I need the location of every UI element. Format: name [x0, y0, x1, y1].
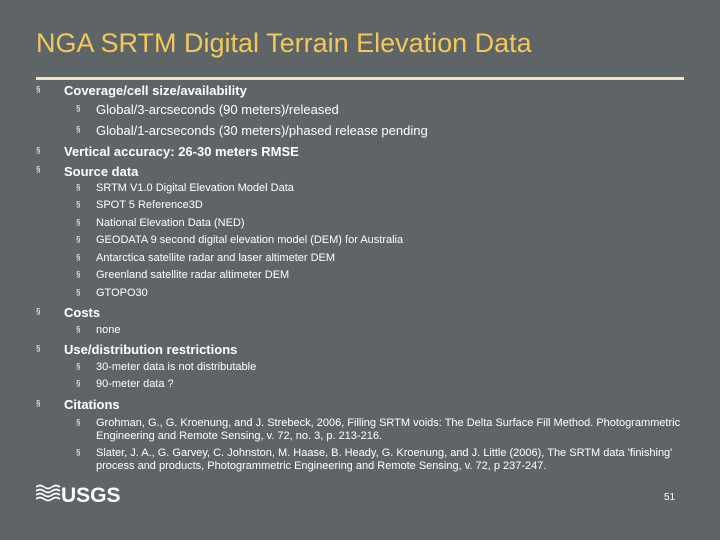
usgs-logo-text: USGS: [61, 484, 121, 504]
bullet: §: [76, 448, 81, 457]
source-item: Antarctica satellite radar and laser altimeter DEM: [96, 252, 336, 264]
bullet: §: [76, 183, 81, 192]
bullet: §: [76, 418, 81, 427]
bullet: §: [76, 253, 81, 262]
bullet: §: [76, 362, 81, 371]
source-item: GTOPO30: [96, 287, 148, 299]
bullet: §: [76, 270, 81, 279]
bullet: §: [36, 146, 41, 155]
source-item: SPOT 5 Reference3D: [96, 199, 203, 211]
usgs-logo: [36, 482, 132, 504]
costs-item: none: [96, 324, 121, 336]
source-item: Greenland satellite radar altimeter DEM: [96, 269, 290, 281]
source-item: National Elevation Data (NED): [96, 217, 245, 229]
bullet: §: [76, 125, 81, 134]
page-number: 51: [664, 492, 676, 503]
vertical-accuracy-heading: Vertical accuracy: 26-30 meters RMSE: [64, 144, 299, 159]
citation-item: Slater, J. A., G. Garvey, C. Johnston, M. Haase, B. Heady, G. Kroenung, and J. Little (2006), The SRTM data 'finishing' process and products, Photogrammetric Engineering and Remote Sensing, v. 72, p 237-247.: [96, 447, 673, 472]
bullet: §: [76, 104, 81, 113]
bullet: §: [36, 307, 41, 316]
bullet: §: [76, 379, 81, 388]
restrictions-heading: Use/distribution restrictions: [64, 342, 238, 357]
source-item: SRTM V1.0 Digital Elevation Model Data: [96, 182, 294, 194]
title-underline: [36, 77, 684, 80]
source-item: GEODATA 9 second digital elevation model (DEM) for Australia: [96, 234, 404, 246]
usgs-logo-waves: [36, 486, 60, 501]
citations-heading: Citations: [64, 397, 120, 412]
slide-title: NGA SRTM Digital Terrain Elevation Data: [36, 28, 532, 58]
bullet: §: [36, 344, 41, 353]
citation-item: Grohman, G., G. Kroenung, and J. Strebeck, 2006, Filling SRTM voids: The Delta Surface Fill Method. Photogrammetric Engineering and Remote Sensing, v. 72, no. 3, p. 213-216.: [96, 417, 681, 442]
bullet: §: [36, 165, 41, 174]
bullet: §: [76, 218, 81, 227]
bullet: §: [76, 235, 81, 244]
bullet: §: [76, 288, 81, 297]
bullet: §: [76, 325, 81, 334]
bullet: §: [36, 85, 41, 94]
global-3-arcsec-item: Global/3-arcseconds (90 meters)/released: [96, 102, 339, 117]
costs-heading: Costs: [64, 305, 101, 320]
bullet: §: [36, 399, 41, 408]
bullet: §: [76, 200, 81, 209]
global-1-arcsec-item: Global/1-arcseconds (30 meters)/phased release pending: [96, 123, 428, 138]
source-data-heading: Source data: [64, 164, 139, 179]
restriction-item: 90-meter data ?: [96, 378, 174, 390]
coverage-heading: Coverage/cell size/availability: [64, 83, 247, 98]
restriction-item: 30-meter data is not distributable: [96, 361, 257, 373]
